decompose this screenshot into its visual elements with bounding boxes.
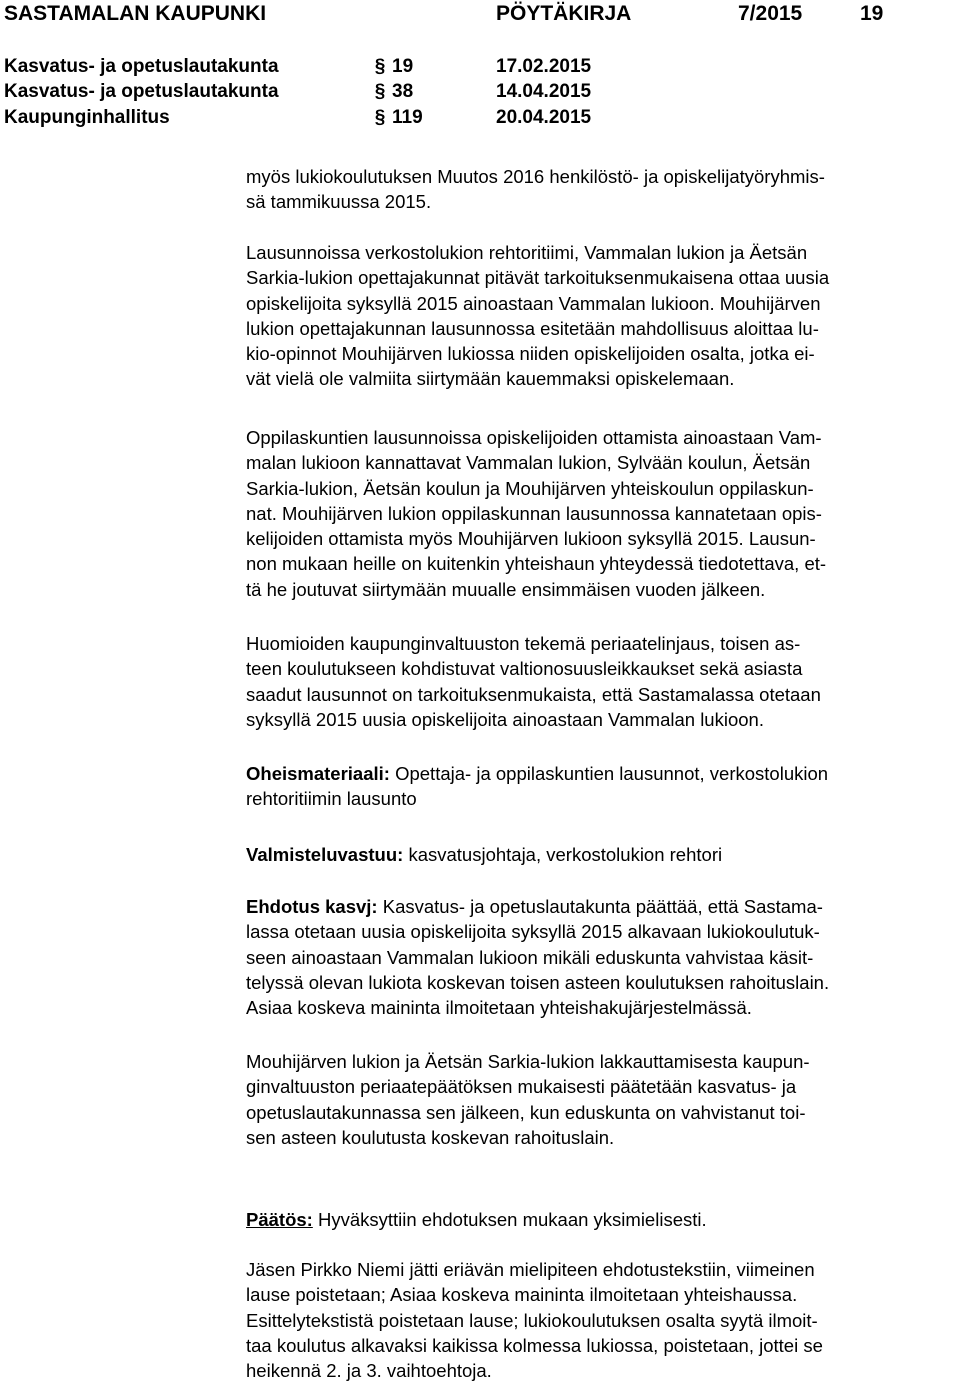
page-number: 19	[860, 2, 884, 25]
section-symbol: §	[374, 81, 386, 102]
decision-paragraph	[246, 1207, 958, 1232]
paragraph-considering: Huomioiden kaupunginvaltuuston tekemä periaatelinjaus, toisen as- teen koulutukseen kohdistuvat valtionosuusleikkaukset sekä asiasta saadut lausunnot on tarkoituksenmukaista, että Sastamalassa otetaan syksyllä 2015 uusia opiskelijoita ainoastaan Vammalan lukioon.	[246, 633, 821, 730]
paragraph-dissent: Jäsen Pirkko Niemi jätti eriävän mielipiteen ehdotustekstiin, viimeinen lause poistetaan; Asiaa koskeva maininta ilmoitetaan yhteishaussa. Esittelytekstistä poistetaan lause; lukiokoulutuksen osalta syytä ilmoit- taa koulutus alkavaksi kaikissa kolmessa lukiossa, poistetaan, jottei se heikennä 2. ja 3. vaihtoehtoja.	[246, 1259, 823, 1382]
attachments-paragraph	[246, 761, 958, 812]
paragraph-closure: Mouhijärven lukion ja Äetsän Sarkia-lukion lakkauttamisesta kaupun- ginvaltuuston periaatepäätöksen mukaisesti päätetään kasvatus- ja opetuslautakunnassa sen jälkeen, kun eduskunta on vahvistanut toi- sen asteen koulutusta koskevan rahoituslain.	[246, 1051, 810, 1148]
preparation-paragraph	[246, 842, 958, 867]
meeting-section: 119	[392, 107, 423, 128]
meeting-date: 14.04.2015	[496, 81, 592, 102]
section-symbol: §	[374, 107, 386, 128]
organization-name: SASTAMALAN KAUPUNKI	[4, 2, 267, 25]
decision-text: Hyväksyttiin ehdotuksen mukaan yksimielisesti.	[312, 1209, 707, 1230]
attachments-text: Opettaja- ja oppilaskuntien lausunnot, verkostolukion rehtoritiimin lausunto	[246, 763, 829, 810]
preparation-label: Valmisteluvastuu:	[246, 844, 404, 865]
document-type: PÖYTÄKIRJA	[496, 2, 632, 25]
section-symbol: §	[374, 56, 386, 77]
meeting-date: 17.02.2015	[496, 56, 592, 77]
proposal-label: Ehdotus kasvj:	[246, 896, 378, 917]
attachments-label: Oheismateriaali:	[246, 763, 390, 784]
decision-label: Päätös:	[246, 1209, 313, 1230]
meeting-section: 38	[392, 81, 414, 102]
meeting-body: Kasvatus- ja opetuslautakunta	[4, 56, 279, 77]
preparation-text: kasvatusjohtaja, verkostolukion rehtori	[403, 844, 723, 865]
meeting-body: Kaupunginhallitus	[4, 107, 170, 128]
paragraph-intro: myös lukiokoulutuksen Muutos 2016 henkilöstö- ja opiskelijatyöryhmis- sä tammikuussa 2015.	[246, 166, 825, 213]
proposal-paragraph	[246, 894, 958, 1020]
document-number: 7/2015	[738, 2, 803, 25]
paragraph-statements: Lausunnoissa verkostolukion rehtoritiimi, Vammalan lukion ja Äetsän Sarkia-lukion opettajakunnat pitävät tarkoituksenmukaisena ottaa uusia opiskelijoita syksyllä 2015 ainoastaan Vammalan lukioon. Mouhijärven lukion opettajakunnan lausunnossa esitetään mahdollisuus aloittaa lu- kio-opinnot Mouhijärven lukiossa niiden opiskelijoiden osalta, jotka ei- vät vielä ole valmiita siirtymään kauemmaksi opiskelemaan.	[246, 242, 830, 390]
proposal-text: Kasvatus- ja opetuslautakunta päättää, että Sastama- lassa otetaan uusia opiskelijoita syksyllä 2015 alkavaan lukiokoulutuk- seen ainoastaan Vammalan lukioon mikäli eduskunta vahvistaa käsit- telyssä olevan lukiota koskevan toisen asteen koulutuksen rahoituslain. Asiaa koskeva maininta ilmoitetaan yhteishakujärjestelmässä.	[246, 896, 830, 1019]
meeting-body: Kasvatus- ja opetuslautakunta	[4, 81, 279, 102]
paragraph-student-unions: Oppilaskuntien lausunnoissa opiskelijoiden ottamista ainoastaan Vam- malan lukioon kannattavat Vammalan lukion, Sylvään koulun, Äetsän Sarkia-lukion, Äetsän koulun ja Mouhijärven yhteiskoulun oppilaskun- nat. Mouhijärven lukion oppilaskunnan lausunnossa kannatetaan opis- kelijoiden ottamista myös Mouhijärven lukioon syksyllä 2015. Lausun- non mukaan heille on kuitenkin yhteishaun yhteydessä tiedotettava, et- tä he joutuvat siirtymään muualle ensimmäisen vuoden jälkeen.	[246, 427, 827, 600]
meeting-date: 20.04.2015	[496, 107, 592, 128]
meeting-section: 19	[392, 56, 414, 77]
